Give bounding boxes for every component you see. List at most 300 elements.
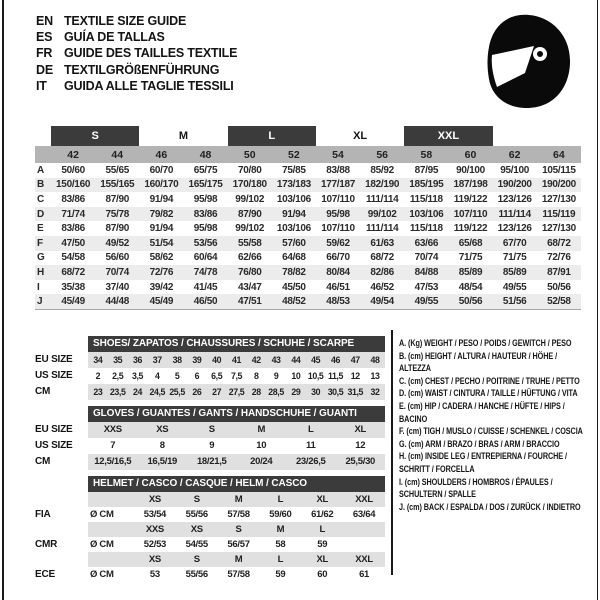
measurement-value: 41/45	[193, 281, 218, 293]
measurement-value: 84/88	[404, 265, 448, 280]
right-border-line	[597, 0, 599, 600]
row-label: CM	[35, 386, 51, 397]
measurement-value: 74/78	[183, 265, 227, 280]
cell-value: XS	[148, 554, 161, 565]
shoes-row	[35, 368, 387, 384]
cell-value: 31,5	[347, 387, 364, 397]
measurement-value: 119/122	[453, 193, 488, 205]
measurement-value: 70/80	[237, 164, 262, 176]
helmet-size-row	[35, 552, 387, 567]
measurement-value: 59/62	[316, 236, 360, 251]
measurement-value: 91/94	[272, 207, 316, 222]
measurement-value: 48/54	[458, 281, 483, 293]
measurement-value: 95/98	[316, 207, 360, 222]
measurement-value: 155/165	[95, 178, 139, 193]
cell-value: 12,5/16,5	[94, 456, 132, 467]
cell-value: 12	[350, 371, 360, 381]
cell-value: XL	[316, 494, 328, 505]
measurement-value: 127/130	[541, 193, 576, 205]
measurement-value: 56/60	[105, 252, 129, 264]
cell-value: 11	[306, 440, 316, 451]
cell-value: M	[234, 494, 243, 505]
measurement-value: 103/106	[404, 207, 448, 222]
cell-value: XXL	[355, 494, 373, 505]
measurement-value: 115/118	[409, 193, 443, 205]
cell-value: 8	[159, 440, 165, 451]
measurement-value: 50/60	[61, 164, 85, 176]
measurement-value: 82/86	[360, 265, 404, 280]
cell-value: 9	[209, 440, 215, 451]
measurement-value: 54/58	[61, 252, 85, 264]
cell-value: 43	[271, 355, 281, 365]
measurement-value: 87/91	[537, 265, 581, 280]
cell-value: 38	[172, 355, 182, 365]
row-label	[35, 552, 88, 567]
row-cells	[88, 537, 385, 552]
size-number: 62	[493, 146, 537, 163]
measurement-value: 103/106	[276, 193, 311, 205]
helmet-data-row	[35, 507, 387, 522]
measurement-value: 95/98	[193, 193, 218, 205]
measurement-value: 68/72	[51, 265, 95, 280]
measurement-value: 99/102	[235, 193, 265, 205]
language-row	[36, 45, 237, 61]
cell-value: 45	[311, 355, 321, 365]
row-letter: G	[37, 252, 45, 264]
language-row	[36, 13, 237, 29]
measurement-value: 83/86	[183, 207, 227, 222]
size-number: 44	[95, 146, 139, 163]
measurement-value: 111/114	[365, 223, 399, 235]
cell-value: 40	[212, 355, 222, 365]
measurement-value: 50/56	[547, 281, 571, 293]
measurement-value: 91/94	[149, 193, 174, 205]
helmet-data-row	[35, 567, 387, 582]
size-number: 52	[272, 146, 316, 163]
measurement-value: 79/82	[139, 207, 183, 222]
cell-value: 53/54	[143, 509, 167, 520]
legend-item: I. (cm) SHOULDERS / HOMBROS / ÉPAULES / SCHULTERN / SPALLE	[399, 476, 553, 500]
spacer	[35, 476, 88, 492]
measurement-value: 71/75	[458, 252, 483, 264]
language-title: GUIDE DES TAILLES TEXTILE	[64, 46, 238, 61]
measurement-row	[35, 236, 581, 251]
measurement-value: 160/170	[139, 178, 183, 193]
size-number: 60	[448, 146, 492, 163]
shoes-rows	[35, 352, 387, 400]
measurement-value: 60/64	[193, 252, 218, 264]
cell-value: 6,5	[211, 371, 223, 381]
measurement-value: 123/126	[497, 193, 532, 205]
cell-value: 55/56	[185, 569, 208, 580]
cell-value: 41	[231, 355, 241, 365]
measurement-value: 91/94	[149, 223, 174, 235]
measurement-row	[35, 251, 581, 266]
cell-value: 10	[291, 371, 301, 381]
size-band-s: S	[51, 126, 139, 146]
size-number: 42	[51, 146, 95, 163]
measurement-value: 150/160	[51, 178, 95, 193]
measurement-value: 68/72	[370, 252, 394, 264]
measurement-value: 47/51	[228, 294, 272, 309]
measurement-value: 87/90	[228, 207, 272, 222]
gloves-row	[35, 438, 387, 454]
measurement-row	[35, 192, 581, 207]
size-band-row	[35, 126, 581, 146]
measurement-value: 107/110	[321, 193, 355, 205]
cell-value: 60	[317, 569, 328, 580]
measurement-value: 58/62	[149, 252, 174, 264]
cell-value: 27,5	[228, 387, 245, 397]
gloves-section	[35, 406, 387, 470]
cell-value: 55/56	[185, 509, 208, 520]
row-letter: C	[37, 193, 44, 205]
cell-value: 27	[212, 387, 222, 397]
measurement-value: 115/119	[537, 207, 581, 222]
cell-value: 29	[291, 387, 301, 397]
measurement-value: 83/86	[61, 223, 85, 235]
size-number: 64	[537, 146, 581, 163]
helmet-size-row	[35, 492, 387, 507]
cell-value: 30,5	[327, 387, 344, 397]
row-cells	[88, 422, 385, 438]
row-cells	[88, 454, 385, 470]
row-letter: J	[35, 294, 51, 309]
spacer	[35, 336, 88, 352]
cell-value: 35	[113, 355, 123, 365]
language-row	[36, 29, 237, 45]
measurement-value: 50/56	[448, 294, 492, 309]
cell-value: 53	[149, 569, 160, 580]
measurement-row	[35, 280, 581, 295]
legend-item: C. (cm) CHEST / PECHO / POITRINE / TRUHE / PETTO	[399, 375, 580, 386]
legend-item: F. (cm) TIGH / MUSLO / CUISSE / SCHENKEL / COSCIA	[399, 426, 583, 437]
measurement-value: 75/78	[95, 207, 139, 222]
cell-value: L	[319, 524, 325, 535]
cell-value: 12	[355, 440, 366, 451]
measurement-value: 47/53	[414, 281, 439, 293]
cell-value: 5	[174, 371, 180, 381]
size-number: 54	[316, 146, 360, 163]
measurement-value: 123/126	[497, 223, 532, 235]
cell-value	[343, 522, 385, 537]
helmet-title-row	[35, 476, 387, 492]
measurement-value: 111/114	[493, 207, 537, 222]
legend-item: J. (cm) BACK / ESPALDA / DOS / ZURÜCK / INDIETRO	[399, 501, 581, 512]
row-label: CM	[35, 456, 51, 467]
row-label: ECE	[35, 569, 55, 580]
cell-value: 24,5	[149, 387, 166, 397]
row-cells	[88, 352, 385, 368]
measurement-value: 49/52	[95, 236, 139, 251]
measurement-value: 70/74	[95, 265, 139, 280]
cell-value: 8	[254, 371, 259, 381]
cell-value: 44	[291, 355, 301, 365]
measurement-value: 52/58	[537, 294, 581, 309]
cell-value: 9	[273, 371, 279, 381]
measurement-value: 182/190	[360, 178, 404, 193]
shoes-section	[35, 336, 387, 400]
language-code: IT	[36, 78, 47, 93]
legend-divider-line	[391, 330, 393, 575]
cell-value: 42	[251, 355, 261, 365]
measurement-value: 48/53	[316, 294, 360, 309]
measurement-row	[35, 265, 581, 280]
cell-value: 2	[95, 371, 101, 381]
cell-value: 61	[359, 569, 370, 580]
measurement-value: 55/65	[105, 164, 129, 176]
cell-value: M	[276, 524, 285, 535]
language-title: GUIDA ALLE TAGLIE TESSILI	[64, 78, 234, 93]
row-label	[35, 492, 88, 507]
helmet-table-title: HELMET / CASCO / CASQUE / HELM / CASCO	[88, 476, 385, 492]
cell-value: 59	[317, 539, 328, 550]
language-code: FR	[36, 46, 53, 61]
measurement-value: 71/75	[502, 252, 527, 264]
size-band-xxl: XXL	[404, 126, 492, 146]
measurement-value: 115/118	[409, 223, 443, 235]
cell-value: 18/21,5	[196, 456, 227, 467]
row-cells	[88, 368, 385, 384]
cell-value: M	[257, 424, 266, 435]
row-cells	[88, 507, 385, 522]
legend-item: E. (cm) HIP / CADERA / HANCHE / HÜFTE / HIPS / BACINO	[399, 400, 565, 424]
cell-value: 57/58	[227, 569, 250, 580]
cell-value: 23,5	[109, 387, 126, 397]
language-title: TEXTILGRÖßENFÜHRUNG	[64, 62, 220, 77]
row-label: US SIZE	[35, 370, 73, 381]
cell-value: 4	[155, 371, 160, 381]
cell-value: 20/24	[250, 456, 273, 467]
row-label: EU SIZE	[35, 354, 73, 365]
measurement-value: 173/183	[272, 178, 316, 193]
cell-value: 61/62	[311, 509, 334, 520]
cell-value: 57/58	[227, 509, 250, 520]
size-number-corner	[35, 146, 51, 163]
measurement-value: 103/106	[276, 223, 311, 235]
size-number: 50	[228, 146, 272, 163]
shoes-table-title: SHOES/ ZAPATOS / CHAUSSURES / SCHUHE / SCARPE	[88, 336, 385, 352]
row-cells	[88, 567, 385, 582]
measurement-value: 45/49	[139, 294, 183, 309]
measurement-value: 35/38	[61, 281, 85, 293]
cell-value: 58	[275, 539, 286, 550]
size-number-row	[35, 146, 581, 163]
cell-value: M	[234, 554, 243, 565]
measurement-value: 165/175	[183, 178, 227, 193]
measurement-value: 53/56	[183, 236, 227, 251]
cell-value: 59/60	[269, 509, 292, 520]
measurement-row	[35, 163, 581, 178]
cell-value: 7,5	[230, 371, 242, 381]
cell-value: 46	[330, 355, 340, 365]
legend-item: B. (cm) HEIGHT / ALTURA / HAUTEUR / HÖHE / ALTEZZA	[399, 350, 558, 374]
row-letter: D	[35, 207, 51, 222]
unit-label: Ø CM	[90, 509, 114, 520]
measurement-value: 44/48	[95, 294, 139, 309]
measurement-value: 65/68	[448, 236, 492, 251]
legend-item: H. (cm) INSIDE LEG / ENTREPIERNA / FOURCHE / SCHRITT / FORCELLA	[399, 451, 567, 474]
language-row	[36, 62, 237, 78]
measurement-value: 185/195	[404, 178, 448, 193]
cell-value: S	[208, 424, 215, 435]
measurement-value: 105/115	[542, 164, 576, 176]
measurement-value: 187/198	[448, 178, 492, 193]
row-label: US SIZE	[35, 440, 73, 451]
measurement-value: 46/50	[183, 294, 227, 309]
cell-value: 25,5	[169, 387, 185, 397]
measurement-value: 37/40	[105, 281, 129, 293]
row-cells	[88, 522, 385, 537]
language-code: EN	[36, 14, 53, 28]
measurement-value: 127/130	[541, 223, 576, 235]
unit-label: Ø CM	[90, 539, 114, 550]
shoes-title-row	[35, 336, 387, 352]
cell-value: 39	[192, 355, 202, 365]
cell-value: 23	[93, 387, 103, 397]
measurement-value: 99/102	[360, 207, 404, 222]
cell-value: XL	[316, 554, 328, 565]
cell-value: S	[193, 494, 200, 505]
cell-value: 7	[110, 440, 116, 451]
cell-value: 52/53	[143, 539, 167, 550]
gloves-rows	[35, 422, 387, 470]
measurement-value: 99/102	[235, 223, 265, 235]
measurement-value: 78/82	[272, 265, 316, 280]
size-band-empty	[35, 126, 51, 146]
measurement-value: 67/70	[493, 236, 537, 251]
unit-label	[88, 522, 134, 537]
size-band-l: L	[228, 126, 316, 146]
measurement-value: 60/70	[149, 164, 174, 176]
language-row	[36, 78, 237, 94]
cell-value: S	[193, 554, 200, 565]
row-letter: A	[37, 164, 44, 176]
size-number: 48	[183, 146, 227, 163]
cell-value: 23/26,5	[295, 456, 326, 467]
cell-value: 63/64	[352, 509, 376, 520]
gloves-title-row	[35, 406, 387, 422]
measurement-row	[35, 221, 581, 236]
measurement-value: 95/100	[500, 164, 530, 176]
cell-value: 54/55	[185, 539, 208, 550]
legend-item: D. (cm) WAIST / CINTURA / TAILLE / HÜFTUNG / VITA	[399, 388, 578, 399]
measurement-value: 66/70	[326, 252, 350, 264]
gloves-row	[35, 422, 387, 438]
row-cells	[88, 438, 385, 454]
size-band-m: M	[178, 130, 189, 142]
cell-value: 10	[256, 440, 267, 451]
cell-value: 10,5	[307, 371, 324, 381]
measurement-value: 39/42	[149, 281, 174, 293]
measurement-value: 49/55	[502, 281, 527, 293]
measurement-value: 111/114	[365, 193, 399, 205]
spacer	[35, 406, 88, 422]
measurement-value: 85/89	[493, 265, 537, 280]
measurement-value: 65/75	[193, 164, 218, 176]
measurement-value: 45/49	[51, 294, 95, 309]
cell-value: 56/57	[227, 539, 250, 550]
shoes-row	[35, 352, 387, 368]
size-number: 56	[360, 146, 404, 163]
measurement-value: 177/187	[316, 178, 360, 193]
row-letter: I	[37, 281, 40, 293]
measurement-value: 95/98	[193, 223, 218, 235]
size-band-xl: XL	[353, 130, 368, 142]
measurement-value: 55/58	[228, 236, 272, 251]
gloves-row	[35, 454, 387, 470]
measurement-value: 49/55	[404, 294, 448, 309]
measurement-value: 51/54	[139, 236, 183, 251]
measurement-value: 87/90	[105, 193, 129, 205]
measurement-value: 190/200	[537, 178, 581, 193]
measurement-row	[35, 207, 581, 222]
cell-value: XS	[148, 494, 161, 505]
measurement-value: 85/89	[448, 265, 492, 280]
cell-value: XL	[354, 424, 367, 435]
measurement-value: 107/110	[448, 207, 492, 222]
measurement-value: 45/50	[282, 281, 306, 293]
cell-value: 2,5	[112, 371, 124, 381]
measurement-value: 83/88	[326, 164, 350, 176]
unit-label	[88, 492, 134, 507]
measurement-value: 107/110	[321, 223, 355, 235]
measurement-value: 80/84	[316, 265, 360, 280]
cell-value: XXS	[145, 524, 164, 535]
measurement-row	[35, 178, 581, 193]
cell-value: 13	[370, 371, 380, 381]
row-cells	[88, 384, 385, 400]
measurement-value: 72/76	[547, 252, 571, 264]
measurement-value: 47/50	[51, 236, 95, 251]
row-letter: E	[37, 223, 44, 235]
cell-value: 34	[93, 355, 103, 365]
row-letter: F	[35, 236, 51, 251]
cell-value: 3,5	[131, 371, 143, 381]
cell-value: 37	[152, 355, 162, 365]
measurement-value: 83/86	[61, 193, 85, 205]
measurement-value: 64/68	[282, 252, 306, 264]
language-code: ES	[36, 30, 53, 45]
cell-value: 30	[311, 387, 321, 397]
cell-value: 32	[370, 387, 380, 397]
cell-value: 25,5/30	[345, 456, 376, 467]
measurement-value: 87/90	[105, 223, 129, 235]
measurement-value: 43/47	[237, 281, 262, 293]
size-band-empty	[493, 126, 537, 146]
measurement-value: 61/63	[360, 236, 404, 251]
cell-value: S	[235, 524, 242, 535]
cell-value: L	[277, 554, 284, 565]
language-title-list	[36, 13, 237, 94]
cell-value	[343, 537, 385, 552]
size-number: 46	[139, 146, 183, 163]
unit-label	[88, 552, 134, 567]
left-border-line	[2, 0, 4, 600]
cell-value: 24	[132, 387, 142, 397]
helmet-size-row	[35, 522, 387, 537]
cell-value: 48	[370, 355, 380, 365]
measurement-value: 72/76	[139, 265, 183, 280]
cell-value: L	[277, 494, 284, 505]
measurement-value: 63/66	[404, 236, 448, 251]
language-code: DE	[36, 62, 53, 77]
language-title: GUÍA DE TALLAS	[64, 30, 165, 45]
cell-value: 11,5	[327, 371, 343, 381]
cell-value: 16,5/19	[147, 456, 178, 467]
cell-value: 28	[251, 387, 261, 397]
cell-value: 28,5	[268, 387, 284, 397]
